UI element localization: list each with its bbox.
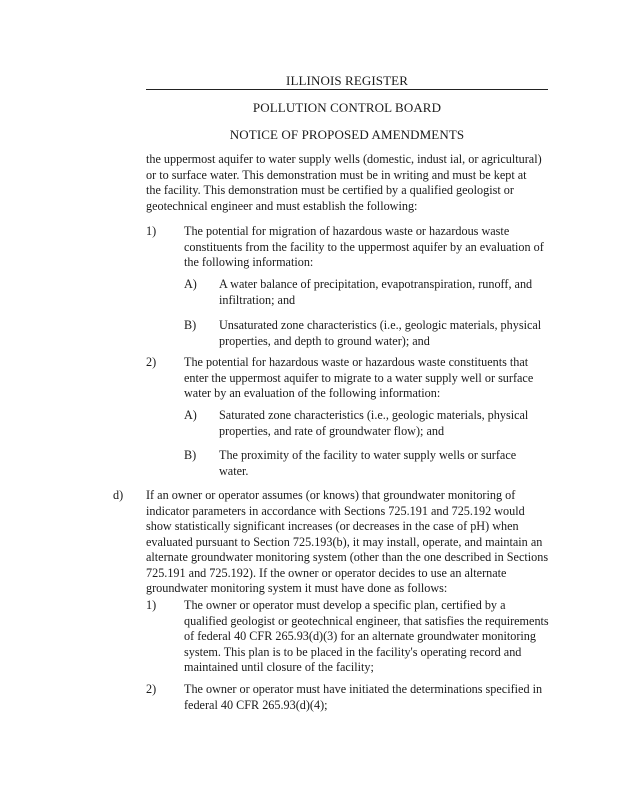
- text-line: maintained until closure of the facility;: [184, 660, 374, 674]
- item-1b-text: [219, 318, 541, 349]
- text-line: alternate groundwater monitoring system (other than the one described in Sections: [146, 550, 549, 564]
- board-title: POLLUTION CONTROL BOARD: [252, 100, 442, 115]
- text-line: properties, and rate of groundwater flow); and: [219, 423, 445, 438]
- text-line: water.: [219, 463, 249, 478]
- item-1b-marker: B): [184, 318, 197, 332]
- text-line: evaluated pursuant to Section 725.193(b), it may install, operate, and maintain an: [146, 534, 543, 549]
- text-line: the following information:: [184, 255, 314, 269]
- item-2a-text: [219, 408, 528, 439]
- text-line: If an owner or operator assumes (or knows) that groundwater monitoring of: [146, 488, 516, 502]
- header-rule: [146, 89, 548, 90]
- text-line: indicator parameters in accordance with Sections 725.191 and 725.192 would: [146, 503, 525, 518]
- text-line: 725.191 and 725.192). If the owner or operator decides to use an alternate: [146, 565, 507, 580]
- section-d-text: [146, 488, 548, 597]
- text-line: federal 40 CFR 265.93(d)(4);: [184, 697, 328, 712]
- text-line: water by an evaluation of the following information:: [184, 386, 441, 400]
- section-d-item-1-text: [184, 598, 549, 676]
- text-line: properties, and depth to ground water); and: [219, 333, 430, 348]
- intro-paragraph: [146, 152, 542, 214]
- section-d-item-1-marker: 1): [146, 598, 157, 612]
- item-1a-marker: A): [184, 277, 197, 291]
- text-line: The owner or operator must have initiated the determinations specified in: [184, 682, 543, 696]
- item-1a-text: [219, 277, 532, 308]
- text-line: system. This plan is to be placed in the facility's operating record and: [184, 644, 522, 659]
- notice-title: NOTICE OF PROPOSED AMENDMENTS: [229, 127, 465, 142]
- text-line: show statistically significant increases (or decreases in the case of pH) when: [146, 519, 519, 533]
- item-2-text: [184, 355, 533, 402]
- item-2a-marker: A): [184, 408, 197, 422]
- register-title: ILLINOIS REGISTER: [286, 73, 408, 88]
- text-line: constituents from the facility to the uppermost aquifer by an evaluation of: [184, 239, 544, 254]
- text-line: enter the uppermost aquifer to migrate to a water supply well or surface: [184, 370, 534, 385]
- item-1-text: [184, 224, 544, 271]
- text-line: The proximity of the facility to water supply wells or surface: [219, 448, 517, 462]
- text-line: the uppermost aquifer to water supply wells (domestic, indust ial, or agricultural): [146, 152, 542, 166]
- text-line: The potential for hazardous waste or hazardous waste constituents that: [184, 355, 529, 369]
- text-line: groundwater monitoring system it must have done as follows:: [146, 581, 448, 595]
- text-line: qualified geologist or geotechnical engineer, that satisfies the requirements: [184, 613, 549, 628]
- text-line: infiltration; and: [219, 292, 296, 307]
- text-line: Saturated zone characteristics (i.e., geologic materials, physical: [219, 408, 529, 422]
- text-line: of federal 40 CFR 265.93(d)(3) for an alternate groundwater monitoring: [184, 629, 536, 643]
- text-line: A water balance of precipitation, evapotranspiration, runoff, and: [219, 277, 533, 291]
- text-line: The potential for migration of hazardous waste or hazardous waste: [184, 224, 510, 238]
- text-line: or to surface water. This demonstration must be in writing and must be kept at: [146, 167, 527, 182]
- item-1-marker: 1): [146, 224, 157, 238]
- section-d-item-2-text: [184, 682, 542, 713]
- text-line: Unsaturated zone characteristics (i.e., geologic materials, physical: [219, 318, 542, 332]
- item-2b-text: [219, 448, 516, 479]
- text-line: the facility. This demonstration must be certified by a qualified geologist or: [146, 183, 514, 197]
- item-2b-marker: B): [184, 448, 197, 462]
- text-line: The owner or operator must develop a specific plan, certified by a: [184, 598, 506, 612]
- text-line: geotechnical engineer and must establish the following:: [146, 198, 418, 213]
- item-2-marker: 2): [146, 355, 157, 369]
- section-d-item-2-marker: 2): [146, 682, 157, 696]
- section-d-marker: d): [113, 488, 124, 502]
